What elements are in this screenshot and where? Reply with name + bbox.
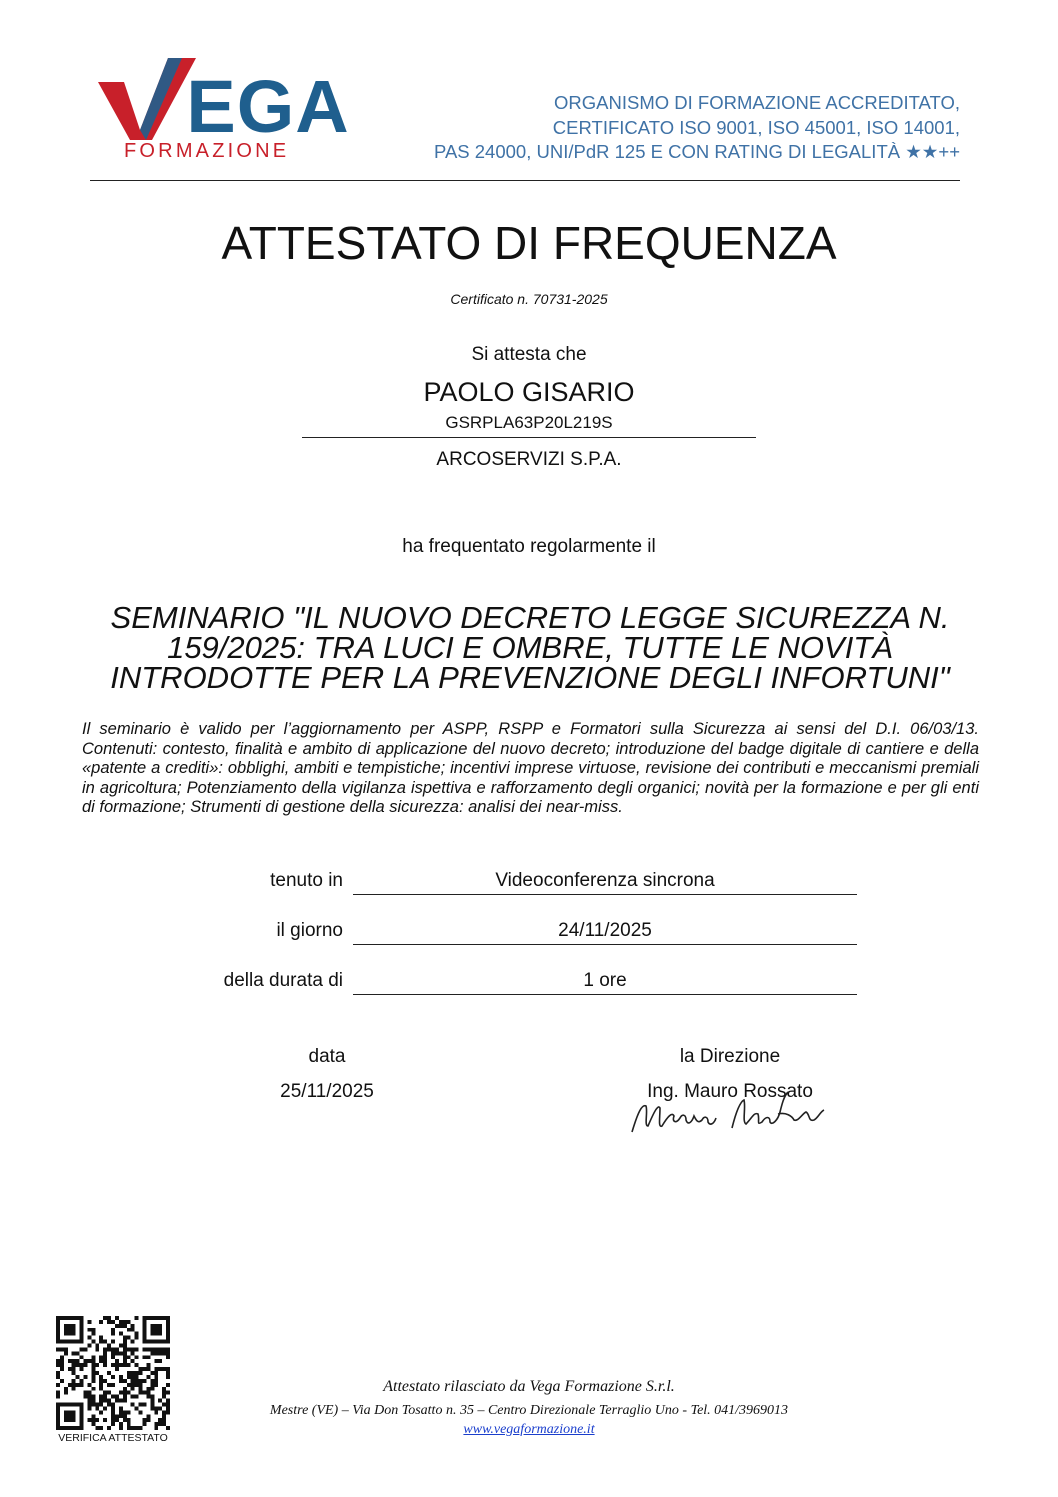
accreditation-line: CERTIFICATO ISO 9001, ISO 45001, ISO 14001, — [552, 116, 960, 138]
field-label-duration: della durata di — [223, 970, 343, 991]
accreditation-line: PAS 24000, UNI/PdR 125 E CON RATING DI LEGALITÀ ★★++ — [433, 141, 960, 162]
field-label-location: tenuto in — [270, 870, 343, 891]
accreditation-line: ORGANISMO DI FORMAZIONE ACCREDITATO, — [554, 92, 960, 113]
date-label: data — [308, 1046, 346, 1067]
field-label-date: il giorno — [276, 920, 343, 941]
issue-date: 25/11/2025 — [280, 1081, 374, 1102]
attended-text: ha frequentato regolarmente il — [402, 536, 656, 557]
participant-name: PAOLO GISARIO — [423, 377, 635, 407]
accreditation-block — [380, 91, 960, 165]
logo-wordmark: EGA — [186, 65, 350, 148]
direction-label: la Direzione — [679, 1046, 781, 1067]
field-value-duration: 1 ore — [353, 970, 857, 995]
footer-website-link[interactable]: www.vegaformazione.it — [463, 1422, 595, 1437]
certificate-title: ATTESTATO DI FREQUENZA — [221, 217, 837, 269]
name-divider — [302, 437, 756, 438]
handwritten-signature — [628, 1082, 838, 1140]
course-description: Il seminario è valido per l’aggiornamento per ASPP, RSPP e Formatori sulla Sicurezza ai sensi del D.I. 06/03/13. Contenuti: contesto, finalità e ambito di applicazione del nuovo decreto; introduzione del badge digitale di cantiere e della «patente a crediti»: obblighi, ambiti e tempistiche; incentivi imprese virtuose, revisione dei contributi e meccanismi premiali in agricoltura; Potenziamento della vigilanza ispettiva e rafforzamento degli organici; novità per la formazione e per gli enti di formazione; Strumenti di gestione della sicurezza: analisi dei near-miss. — [82, 720, 979, 817]
footer-issuer: Attestato rilasciato da Vega Formazione S.r.l. — [383, 1378, 675, 1395]
fiscal-code: GSRPLA63P20L219S — [445, 413, 613, 432]
signer-name: Ing. Mauro Rossato — [647, 1081, 813, 1102]
field-value-date: 24/11/2025 — [353, 920, 857, 945]
qr-label: VERIFICA ATTESTATO — [58, 1432, 168, 1444]
field-value-location: Videoconferenza sincrona — [353, 870, 857, 895]
intro-text: Si attesta che — [471, 344, 587, 365]
footer-address: Mestre (VE) – Via Don Tosatto n. 35 – Centro Direzionale Terraglio Uno - Tel. 041/3969013 — [269, 1403, 789, 1418]
company-name: ARCOSERVIZI S.P.A. — [436, 449, 622, 470]
header-divider — [90, 180, 960, 181]
logo-subtext: FORMAZIONE — [124, 140, 290, 162]
certificate-number: Certificato n. 70731-2025 — [450, 291, 608, 307]
course-title: SEMINARIO "IL NUOVO DECRETO LEGGE SICUREZZA N. 159/2025: TRA LUCI E OMBRE, TUTTE LE NOVITÀ INTRODOTTE PER LA PREVENZIONE DEGLI INFORTUNI" — [110, 600, 950, 695]
